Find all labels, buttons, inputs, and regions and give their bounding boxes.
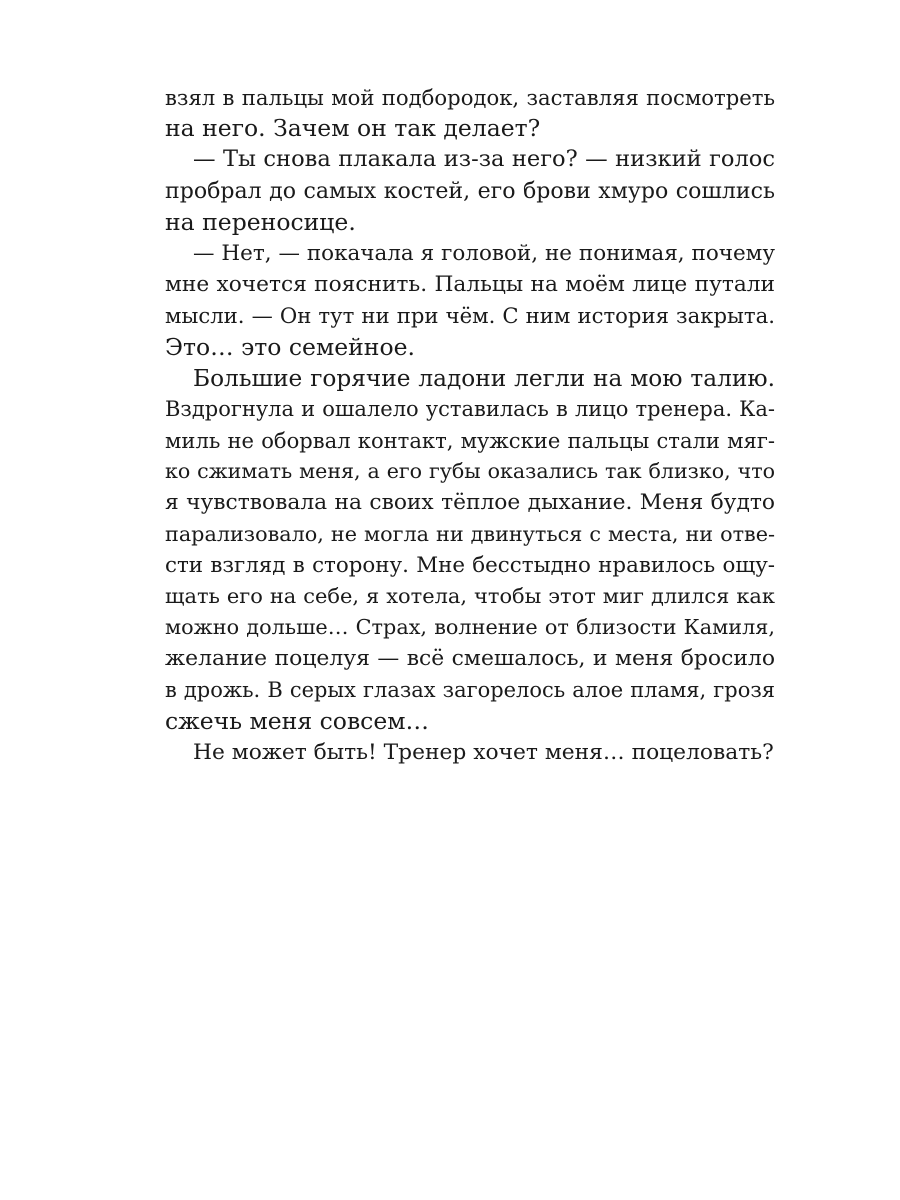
text-line: на него. Зачем он так делает?	[165, 114, 541, 143]
text-line: миль не оборвал контакт, мужские пальцы стали мяг-	[165, 428, 775, 454]
text-line: Это… это семейное.	[165, 332, 415, 361]
text-line: Не может быть! Тренер хочет меня… поцеловать?	[193, 739, 774, 765]
text-line: — Нет, — покачала я головой, не понимая, почему	[193, 240, 775, 266]
text-line: сти взгляд в сторону. Мне бесстыдно нравилось ощу-	[165, 552, 775, 578]
text-line: — Ты снова плакала из-за него? — низкий голос	[193, 146, 775, 173]
text-line: можно дольше… Страх, волнение от близости Камиля,	[165, 615, 775, 640]
text-line: мысли. — Он тут ни при чём. С ним история закрыта.	[165, 303, 775, 329]
text-line: щать его на себе, я хотела, чтобы этот миг длился как	[165, 584, 775, 608]
text-line: пробрал до самых костей, его брови хмуро сошлись	[165, 178, 775, 204]
text-line: мне хочется пояснить. Пальцы на моём лице путали	[165, 272, 775, 298]
body-text	[165, 82, 775, 768]
text-line: ко сжимать меня, а его губы оказались так близко, что	[165, 459, 775, 484]
text-line: сжечь меня совсем…	[165, 706, 430, 735]
text-line: парализовало, не могла ни двинуться с места, ни отве-	[165, 521, 775, 546]
text-line: Большие горячие ладони легли на мою талию.	[193, 364, 775, 392]
text-line: я чувствовала на своих тёплое дыхание. Меня будто	[165, 490, 775, 516]
text-line: желание поцелуя — всё смешалось, и меня бросило	[165, 646, 775, 672]
text-line: Вздрогнула и ошалело уставилась в лицо тренера. Ка-	[165, 396, 775, 421]
text-line: на переносице.	[165, 207, 356, 236]
text-line: взял в пальцы мой подбородок, заставляя посмотреть	[165, 85, 775, 110]
text-line: в дрожь. В серых глазах загорелось алое пламя, грозя	[165, 677, 775, 702]
